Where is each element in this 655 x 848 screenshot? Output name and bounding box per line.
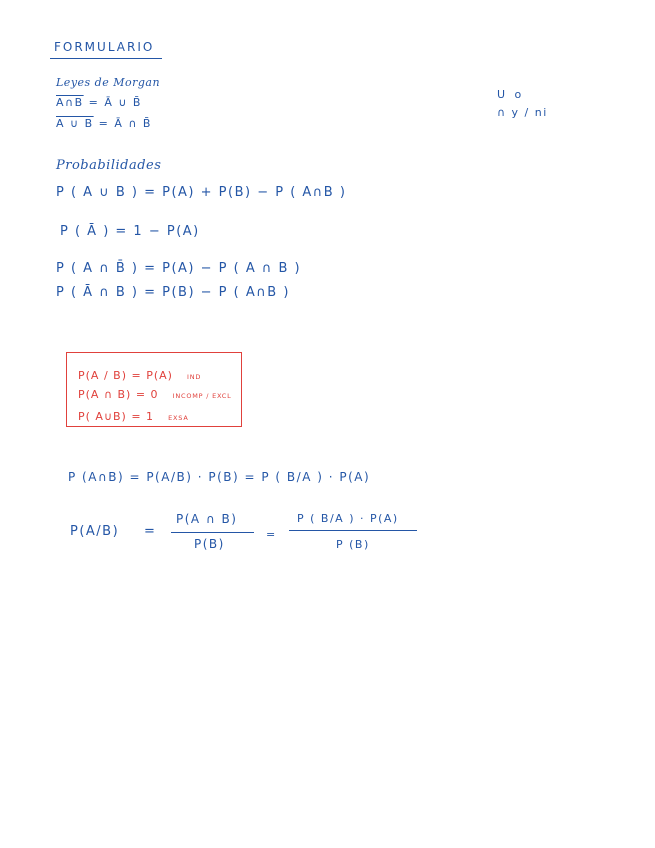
formula-product-rule: P (A∩B) = P(A/B) · P(B) = P ( B/A ) · P(A) bbox=[68, 470, 371, 484]
probabilidades-heading: Probabilidades bbox=[56, 158, 162, 173]
fraction-2-bar bbox=[289, 530, 417, 531]
morgan-heading: Leyes de Morgan bbox=[56, 76, 161, 89]
equals-sign: = bbox=[144, 524, 157, 539]
box-row-incompatible bbox=[78, 383, 232, 402]
box-row-tag: EXSA bbox=[168, 414, 189, 422]
morgan-law-1-lhs: A∩B bbox=[56, 96, 84, 109]
box-row-formula: P(A / B) = P(A) bbox=[78, 369, 173, 382]
box-row-formula: P( A∪B) = 1 bbox=[78, 410, 155, 423]
box-row-formula: P(A ∩ B) = 0 bbox=[78, 388, 159, 401]
fraction-1-bar bbox=[171, 532, 254, 533]
equals-sign: = bbox=[266, 528, 277, 541]
bayes-lhs: P(A/B) bbox=[70, 524, 120, 539]
box-row-exhaustive bbox=[78, 405, 189, 424]
note-intersection: ∩ y / ni bbox=[497, 106, 548, 119]
formula-complement: P ( Ā ) = 1 − P(A) bbox=[60, 224, 200, 239]
equals-sign: = bbox=[88, 96, 100, 109]
fraction-2-numerator: P ( B/A ) · P(A) bbox=[297, 512, 399, 525]
note-union: U o bbox=[497, 88, 525, 101]
morgan-law-2-rhs: Ā ∩ B̄ bbox=[114, 117, 152, 130]
box-row-independent bbox=[78, 364, 201, 383]
morgan-law-2 bbox=[56, 117, 152, 130]
formula-union: P ( A ∪ B ) = P(A) + P(B) − P ( A∩B ) bbox=[56, 185, 347, 200]
page-title: FORMULARIO bbox=[54, 40, 155, 54]
fraction-1-denominator: P(B) bbox=[194, 537, 225, 551]
formula-difference-2: P ( Ā ∩ B ) = P(B) − P ( A∩B ) bbox=[56, 285, 290, 300]
morgan-law-1 bbox=[56, 96, 142, 109]
formula-difference-1: P ( A ∩ B̄ ) = P(A) − P ( A ∩ B ) bbox=[56, 261, 302, 276]
box-row-tag: IND bbox=[187, 373, 202, 381]
morgan-law-2-lhs: A ∪ B bbox=[56, 117, 94, 130]
fraction-2-denominator: P (B) bbox=[336, 538, 370, 551]
fraction-1-numerator: P(A ∩ B) bbox=[176, 512, 238, 526]
equals-sign: = bbox=[98, 117, 110, 130]
morgan-law-1-rhs: Ā ∪ B̄ bbox=[104, 96, 142, 109]
box-row-tag: INCOMP / EXCL bbox=[172, 392, 232, 400]
title-underline bbox=[50, 58, 162, 59]
